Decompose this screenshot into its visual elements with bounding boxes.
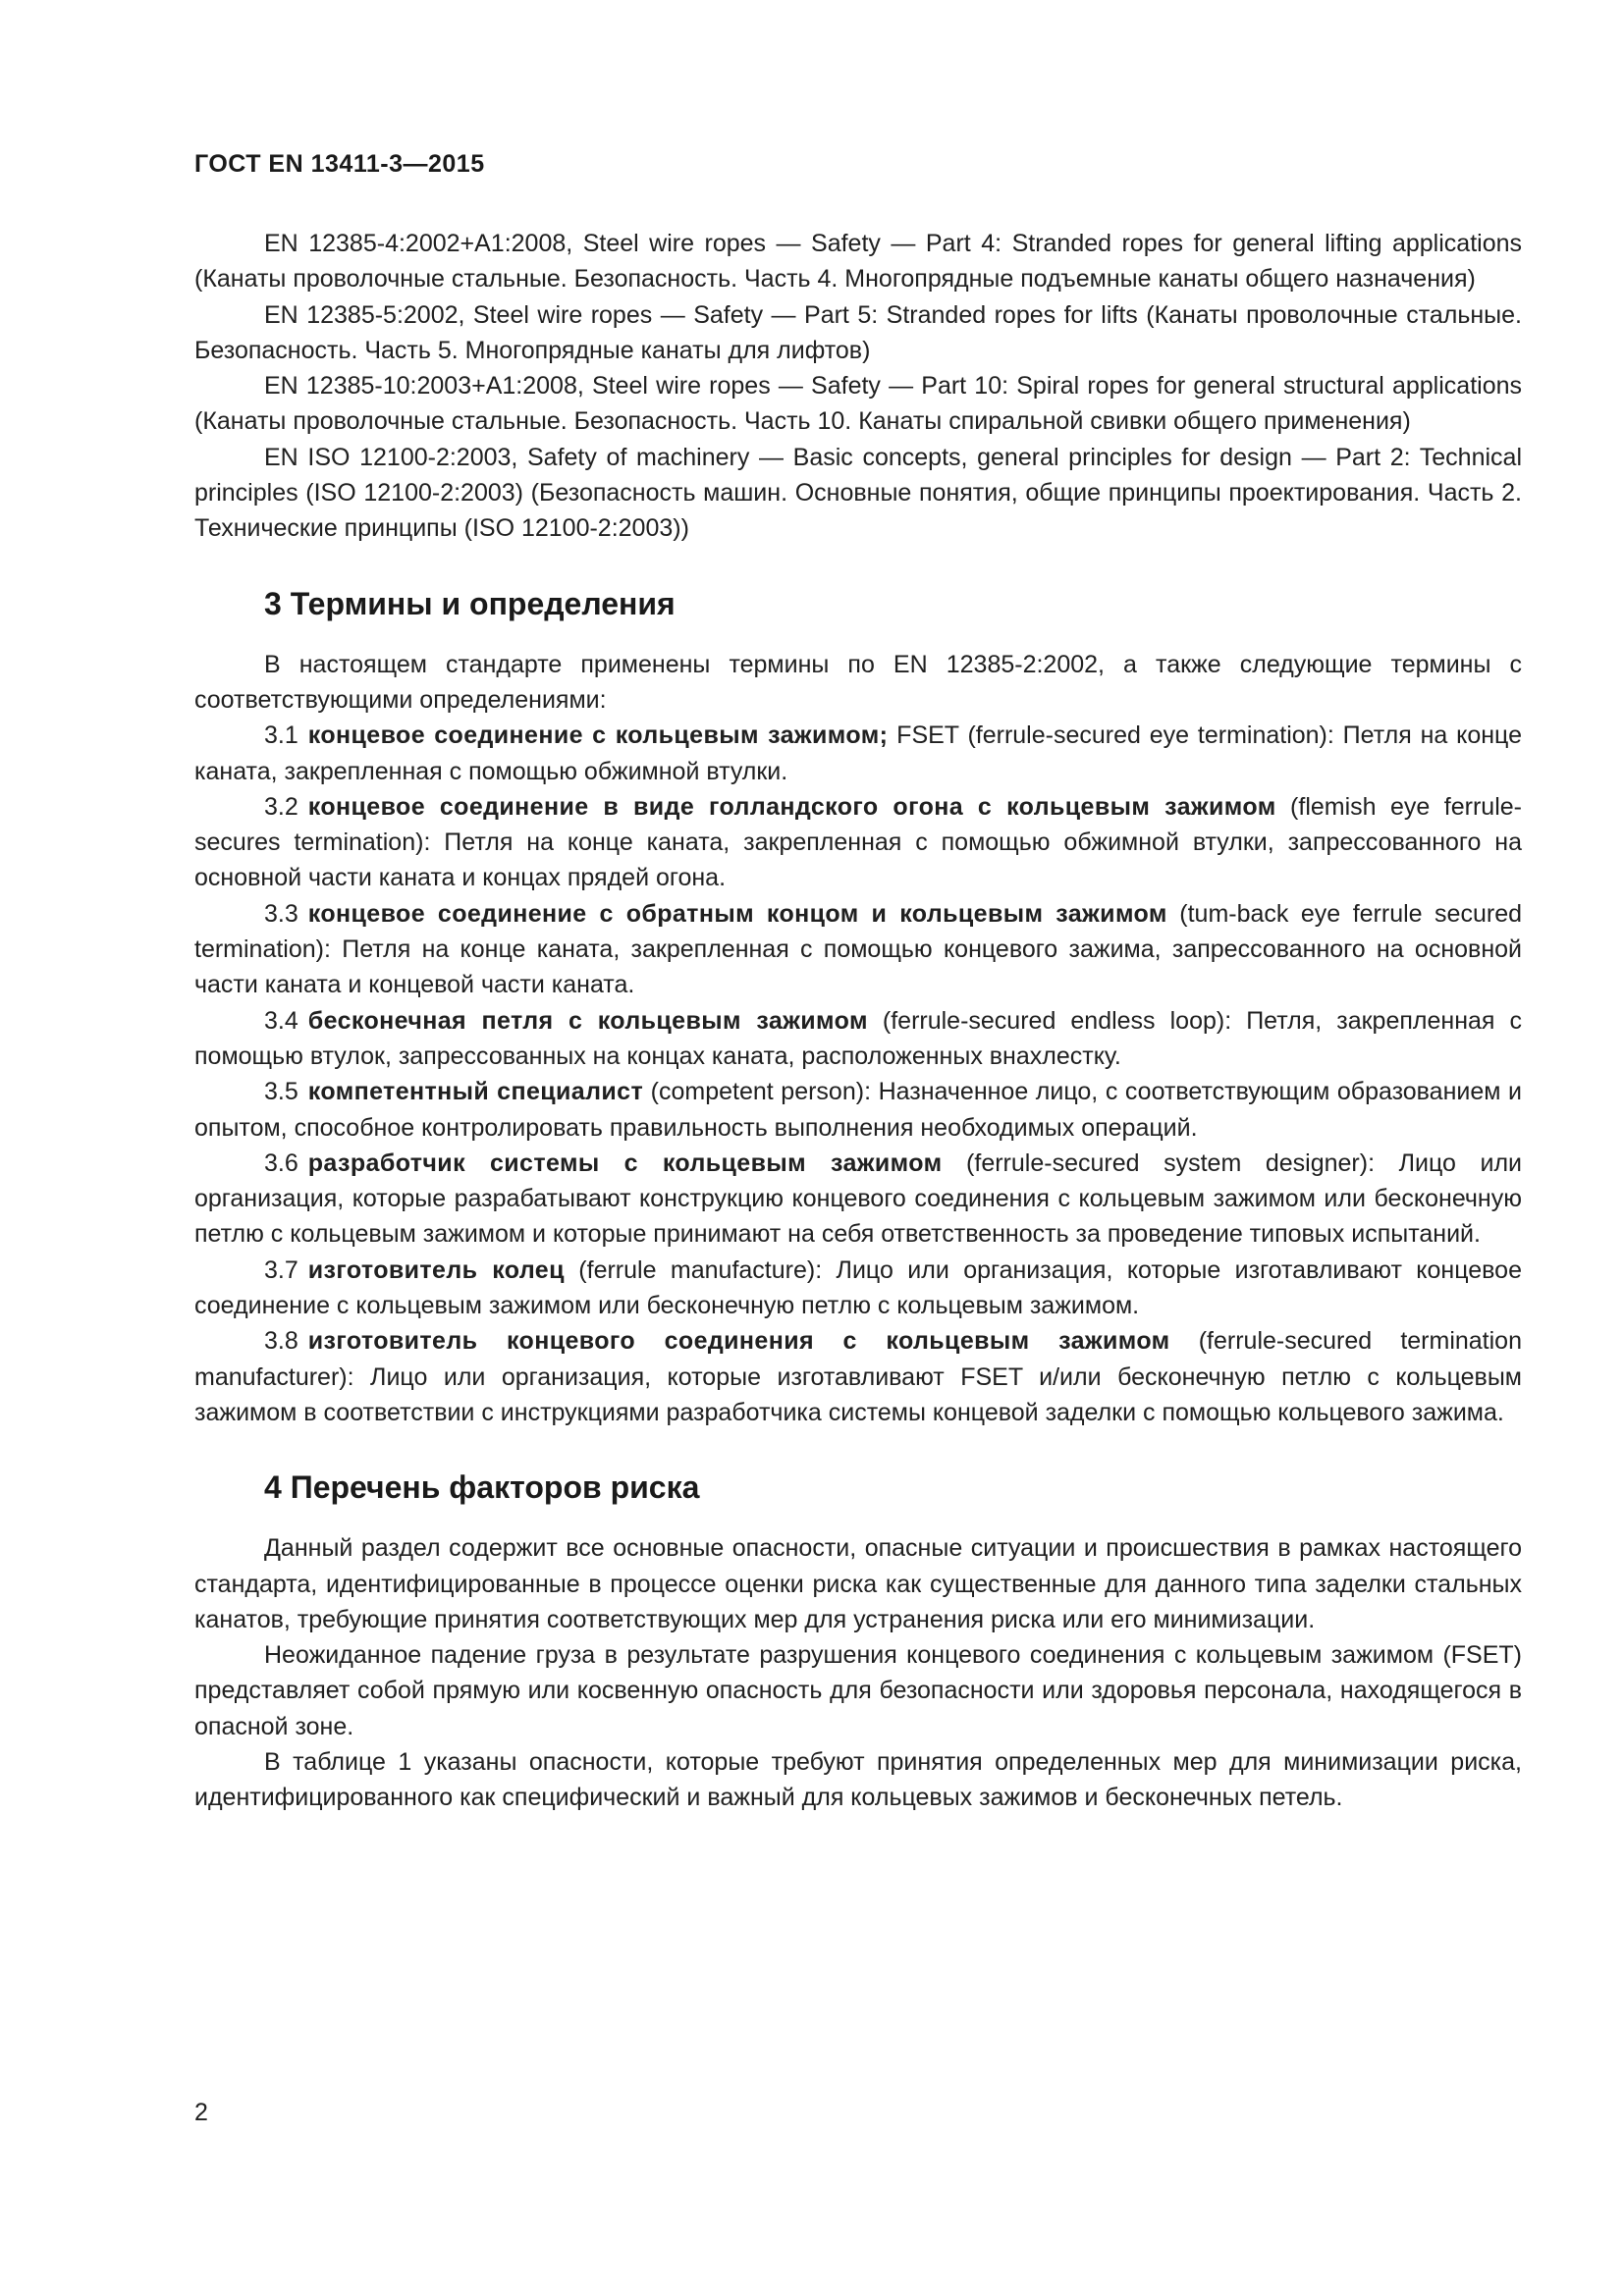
term-definition <box>194 1323 1522 1430</box>
term-text: FSET (ferrule-secured eye termination): Петля на конце каната, закрепленная с помощью обжимной втулки. <box>194 721 1522 785</box>
section-intro: В настоящем стандарте применены термины по EN 12385-2:2002, а также следующие термины с соответствующими определениями: <box>194 650 1522 714</box>
term-title: компетентный специалист <box>307 1078 644 1106</box>
term-number: 3.2 <box>264 792 298 821</box>
term-number: 3.5 <box>264 1078 298 1106</box>
reference-item: EN 12385-10:2003+A1:2008, Steel wire ropes — Safety — Part 10: Spiral ropes for general structural applications (Канаты проволочные стальные. Безопасность. Часть 10. Канаты спиральной свивки общего применения) <box>194 372 1522 436</box>
term-text: (competent person): Назначенное лицо, с соответствующим образованием и опытом, способное контролировать правильность выполнения необходимых операций. <box>194 1078 1522 1142</box>
page-number: 2 <box>194 2099 208 2126</box>
term-title: концевое соединение в виде голландского огона с кольцевым зажимом <box>307 792 1276 821</box>
term-number: 3.1 <box>264 721 298 750</box>
page-content <box>194 226 1522 1816</box>
term-title: изготовитель концевого соединения с кольцевым зажимом <box>307 1327 1170 1356</box>
document-header: ГОСТ EN 13411-3—2015 <box>194 150 485 178</box>
term-definition <box>194 718 1522 789</box>
body-paragraph: В таблице 1 указаны опасности, которые требуют принятия определенных мер для минимизации риска, идентифицированного как специфический и важный для кольцевых зажимов и бесконечных петель. <box>194 1747 1522 1812</box>
term-title: концевое соединение с кольцевым зажимом; <box>307 721 889 750</box>
term-title: бесконечная петля с кольцевым зажимом <box>307 1006 868 1035</box>
term-title: концевое соединение с обратным концом и кольцевым зажимом <box>307 899 1167 928</box>
body-paragraph: Данный раздел содержит все основные опасности, опасные ситуации и происшествия в рамках настоящего стандарта, идентифицированные в процессе оценки риска как существенные для данного типа заделки стальных канатов, требующие принятия соответствующих мер для устранения риска или его минимизации. <box>194 1534 1522 1633</box>
term-definition <box>194 896 1522 1003</box>
term-title: изготовитель колец <box>307 1255 565 1284</box>
term-text: (ferrule-secured system designer): Лицо или организация, которые разрабатывают конструкцию концевого соединения с кольцевым зажимом или бесконечную петлю с кольцевым зажимом и которые принимают на себя ответственность за проведение типовых испытаний. <box>194 1148 1522 1249</box>
term-definition <box>194 1253 1522 1324</box>
term-text: (ferrule-secured termination manufacturer): Лицо или организация, которые изготавливают FSET и/или бесконечную петлю с кольцевым зажимом в соответствии с инструкциями разработчика системы концевой заделки с помощью кольцевого зажима. <box>194 1327 1522 1426</box>
term-definition <box>194 1146 1522 1253</box>
term-number: 3.6 <box>264 1148 298 1177</box>
term-definition <box>194 1074 1522 1146</box>
term-text: (tum-back eye ferrule secured termination): Петля на конце каната, закрепленная с помощью концевого зажима, запрессованного на основной части каната и концевой части каната. <box>194 899 1523 999</box>
term-text: (flemish eye ferrule-secures termination): Петля на конце каната, закрепленная с помощью обжимной втулки, запрессованного на основной части каната и концах прядей огона. <box>194 792 1522 892</box>
term-definition <box>194 789 1522 896</box>
section-heading: 3 Термины и определения <box>264 585 676 621</box>
term-number: 3.3 <box>264 899 298 928</box>
term-text: (ferrule-secured endless loop): Петля, закрепленная с помощью втулок, запрессованных на концах каната, расположенных внахлестку. <box>194 1006 1522 1070</box>
reference-item: EN 12385-5:2002, Steel wire ropes — Safety — Part 5: Stranded ropes for lifts (Канаты проволочные стальные. Безопасность. Часть 5. Многопрядные канаты для лифтов) <box>194 300 1522 364</box>
term-number: 3.8 <box>264 1327 298 1356</box>
term-definition <box>194 1003 1522 1075</box>
term-title: разработчик системы с кольцевым зажимом <box>307 1148 943 1177</box>
term-number: 3.4 <box>264 1006 298 1035</box>
body-paragraph: Неожиданное падение груза в результате разрушения концевого соединения с кольцевым зажимом (FSET) представляет собой прямую или косвенную опасность для безопасности или здоровья персонала, находящегося в опасной зоне. <box>194 1641 1522 1740</box>
term-number: 3.7 <box>264 1255 298 1284</box>
section-heading: 4 Перечень факторов риска <box>264 1469 700 1506</box>
term-text: (ferrule manufacture): Лицо или организация, которые изготавливают концевое соединение с кольцевым зажимом или бесконечную петлю с кольцевым зажимом. <box>194 1255 1522 1320</box>
reference-item: EN ISO 12100-2:2003, Safety of machinery — Basic concepts, general principles for design — Part 2: Technical principles (ISO 12100-2:2003) (Безопасность машин. Основные понятия, общие принципы проектирования. Часть 2. Технические принципы (ISO 12100-2:2003)) <box>194 443 1522 543</box>
reference-item: EN 12385-4:2002+A1:2008, Steel wire ropes — Safety — Part 4: Stranded ropes for general lifting applications (Канаты проволочные стальные. Безопасность. Часть 4. Многопрядные подъемные канаты общего назначения) <box>194 230 1522 294</box>
